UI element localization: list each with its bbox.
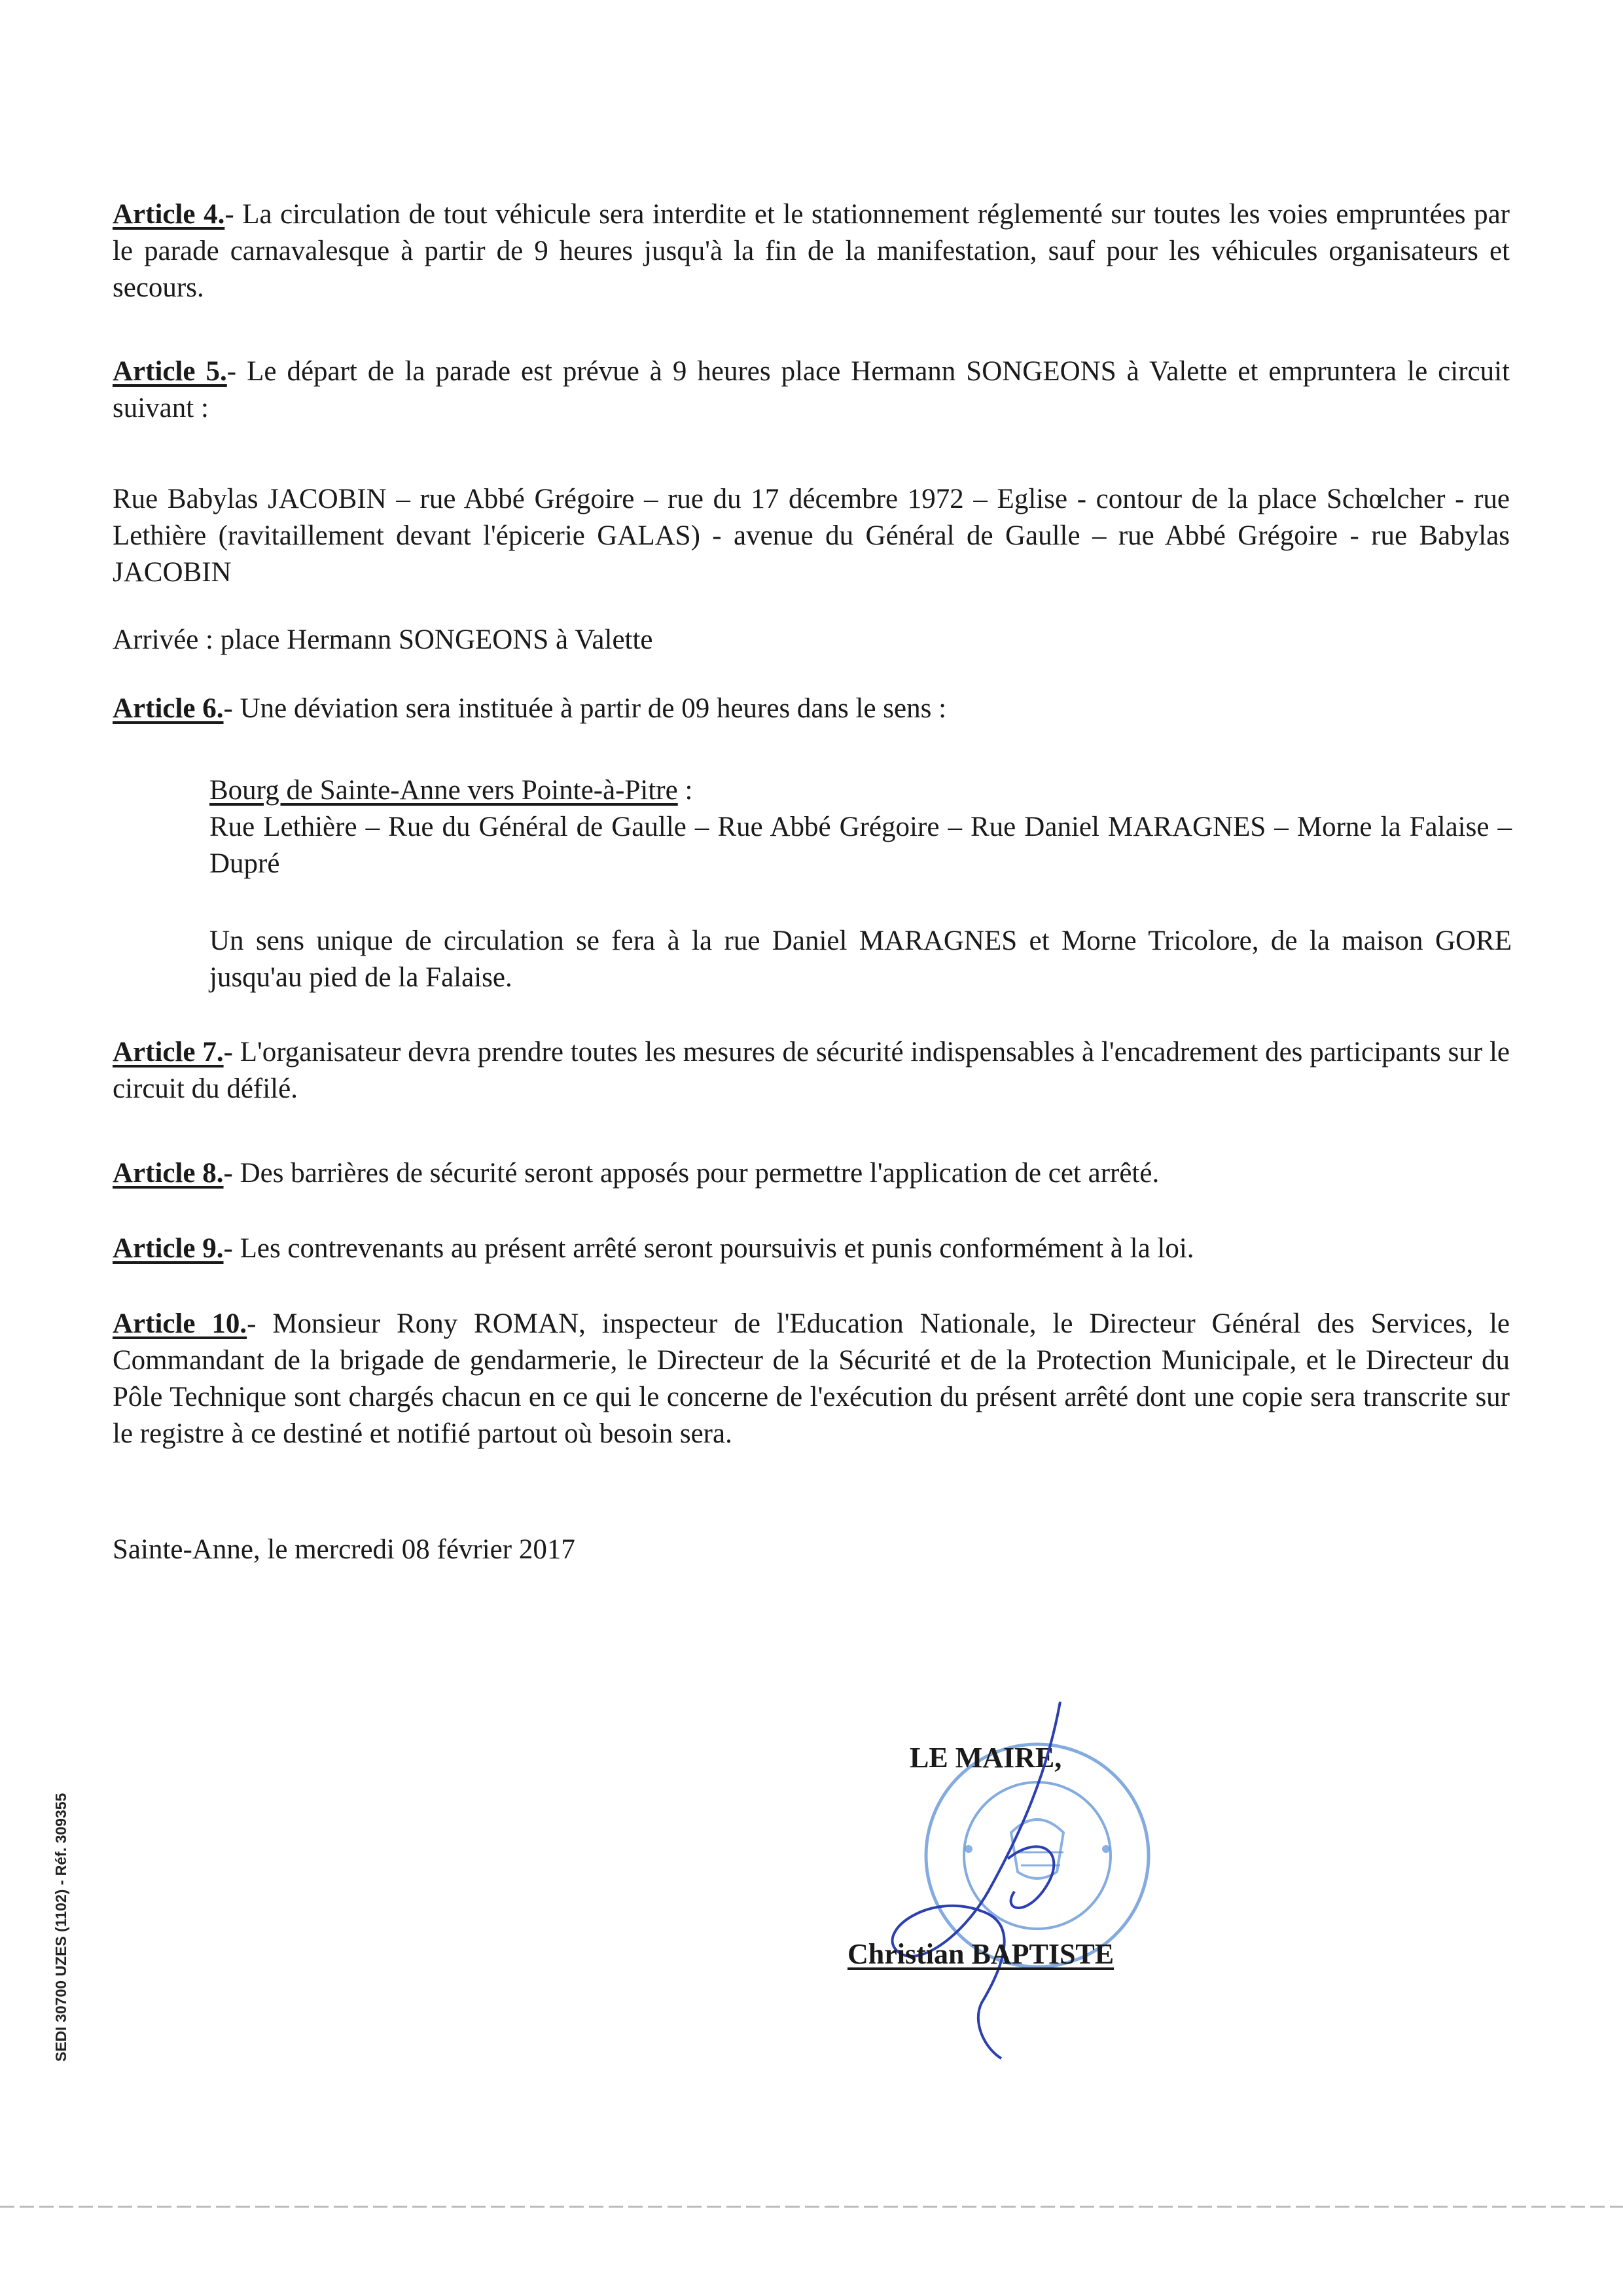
article-10 [113,1306,1510,1452]
article-8-text: - Des barrières de sécurité seront apposés pour permettre l'application de cet arrêté. [223,1158,1160,1189]
article-5-circuit: Rue Babylas JACOBIN – rue Abbé Grégoire – rue du 17 décembre 1972 – Eglise - contour de la place Schœlcher - rue Lethière (ravitaillement devant l'épicerie GALAS) - avenue du Général de Gaulle – rue Abbé Grégoire - rue Babylas JACOBIN [113,484,1510,588]
side-reference: SEDI 30700 UZES (1102) - Réf. 309355 [52,1793,69,2062]
article-8-label: Article 8. [113,1158,224,1189]
article-6-label: Article 6. [113,693,224,724]
article-6-route-block [209,772,1512,882]
article-6 [113,691,1510,727]
article-5-label: Article 5. [113,356,227,387]
article-7-label: Article 7. [113,1037,224,1067]
article-6-route-colon: : [677,775,693,806]
handwritten-signature [851,1695,1126,2062]
article-9-text: - Les contrevenants au présent arrêté seront poursuivis et punis conformément à la loi. [223,1233,1194,1264]
article-7 [113,1034,1510,1107]
article-6-route: Rue Lethière – Rue du Général de Gaulle – Rue Abbé Grégoire – Rue Daniel MARAGNES – Morne la Falaise – Dupré [209,812,1512,879]
article-5 [113,353,1510,427]
article-4-text: - La circulation de tout véhicule sera interdite et le stationnement réglementé sur toutes les voies empruntées par le parade carnavalesque à partir de 9 heures jusqu'à la fin de la manifestation, sauf pour les véhicules organisateurs et secours. [113,199,1510,303]
article-9-label: Article 9. [113,1233,224,1264]
footer-rule [0,2206,1623,2208]
article-8 [113,1155,1510,1192]
article-5-text: - Le départ de la parade est prévue à 9 heures place Hermann SONGEONS à Valette et empruntera le circuit suivant : [113,356,1510,423]
article-9 [113,1230,1510,1267]
article-6-text: - Une déviation sera instituée à partir de 09 heures dans le sens : [223,693,947,724]
article-4-label: Article 4. [113,199,225,230]
date-line: Sainte-Anne, le mercredi 08 février 2017 [113,1534,575,1565]
signer-name: Christian BAPTISTE [847,1938,1115,1970]
article-5-arrivee: Arrivée : place Hermann SONGEONS à Valette [113,624,653,655]
article-7-text: - L'organisateur devra prendre toutes les mesures de sécurité indispensables à l'encadrement des participants sur le circuit du défilé. [113,1037,1510,1104]
article-6-route-title: Bourg de Sainte-Anne vers Pointe-à-Pitre [209,775,678,806]
mayor-title: LE MAIRE, [910,1742,1062,1774]
article-4 [113,196,1510,306]
article-6-sens-unique: Un sens unique de circulation se fera à la rue Daniel MARAGNES et Morne Tricolore, de la maison GORE jusqu'au pied de la Falaise. [209,925,1512,993]
article-10-label: Article 10. [113,1308,247,1339]
article-10-text: - Monsieur Rony ROMAN, inspecteur de l'Education Nationale, le Directeur Général des Services, le Commandant de la brigade de gendarmerie, le Directeur de la Sécurité et de la Protection Municipale, et le Directeur du Pôle Technique sont chargés chacun en ce qui le concerne de l'exécution du présent arrêté dont une copie sera transcrite sur le registre à ce destiné et notifié partout où besoin sera. [113,1308,1510,1449]
